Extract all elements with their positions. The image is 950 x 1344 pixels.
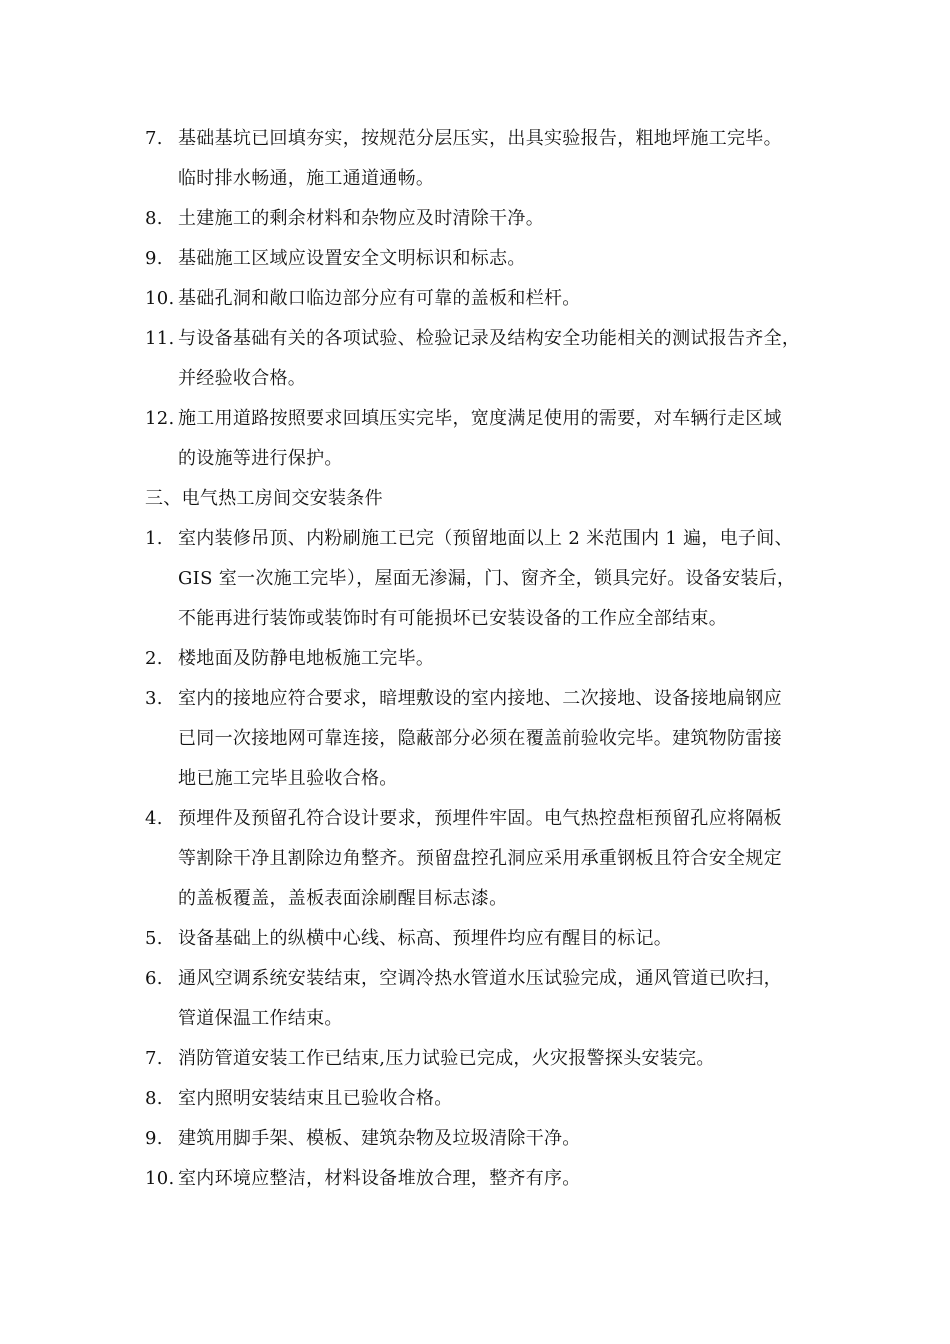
list-item-3-6-continuation: 管道保温工作结束。 [178,1008,343,1029]
item-text: 室内装修吊顶、内粉刷施工已完（预留地面以上 2 米范围内 1 遍，电子间、 [178,528,793,549]
item-number: 3. [145,688,163,709]
item-number: 4. [145,808,163,829]
item-text: 室内的接地应符合要求，暗埋敷设的室内接地、二次接地、设备接地扁钢应 [178,688,782,709]
list-item-3-10 [145,1165,581,1193]
item-text: 基础施工区域应设置安全文明标识和标志。 [178,248,526,269]
list-item-3-4 [145,805,782,833]
list-item-3-8 [145,1085,453,1113]
item-number: 7. [145,1048,163,1069]
item-number: 10. [145,288,175,309]
item-number: 11. [145,328,175,349]
list-item-2-7-continuation: 临时排水畅通，施工通道通畅。 [178,168,435,189]
list-item-3-4-continuation: 等割除干净且割除边角整齐。预留盘控孔洞应采用承重钢板且符合安全规定 [178,848,782,869]
list-item-2-9 [145,245,526,273]
list-item-2-7 [145,125,782,153]
item-number: 8. [145,208,163,229]
item-text: 土建施工的剩余材料和杂物应及时清除干净。 [178,208,544,229]
list-item-2-11-continuation: 并经验收合格。 [178,368,307,389]
item-number: 5. [145,928,163,949]
item-number: 12. [145,408,175,429]
item-number: 9. [145,248,163,269]
item-text: 设备基础上的纵横中心线、标高、预埋件均应有醒目的标记。 [178,928,673,949]
list-item-2-12-continuation: 的设施等进行保护。 [178,448,343,469]
item-text: 基础孔洞和敞口临边部分应有可靠的盖板和栏杆。 [178,288,581,309]
list-item-2-12 [145,405,782,433]
list-item-3-3-continuation: 地已施工完毕且验收合格。 [178,768,398,789]
item-number: 6. [145,968,163,989]
item-text: 基础基坑已回填夯实，按规范分层压实，出具实验报告，粗地坪施工完毕。 [178,128,782,149]
list-item-3-5 [145,925,672,953]
item-number: 10. [145,1168,175,1189]
item-text: 施工用道路按照要求回填压实完毕，宽度满足使用的需要，对车辆行走区域 [178,408,782,429]
list-item-2-8 [145,205,544,233]
list-item-3-1 [145,525,793,553]
list-item-3-1-continuation: GIS 室一次施工完毕），屋面无渗漏，门、窗齐全，锁具完好。设备安装后， [178,568,796,589]
list-item-3-4-continuation: 的盖板覆盖，盖板表面涂刷醒目标志漆。 [178,888,508,909]
item-number: 8. [145,1088,163,1109]
item-text: 与设备基础有关的各项试验、检验记录及结构安全功能相关的测试报告齐全， [178,328,801,349]
list-item-3-3 [145,685,782,713]
item-text: 通风空调系统安装结束，空调冷热水管道水压试验完成，通风管道已吹扫， [178,968,782,989]
item-number: 2. [145,648,163,669]
list-item-3-6 [145,965,782,993]
item-text: 室内环境应整洁，材料设备堆放合理，整齐有序。 [178,1168,581,1189]
item-number: 1. [145,528,163,549]
item-text: 建筑用脚手架、模板、建筑杂物及垃圾清除干净。 [178,1128,581,1149]
section-heading: 三、电气热工房间交安装条件 [145,488,383,509]
list-item-2-10 [145,285,581,313]
item-text: 消防管道安装工作已结束,压力试验已完成，火灾报警探头安装完。 [178,1048,715,1069]
item-number: 9. [145,1128,163,1149]
item-text: 室内照明安装结束且已验收合格。 [178,1088,453,1109]
list-item-3-9 [145,1125,581,1153]
list-item-3-3-continuation: 已同一次接地网可靠连接，隐蔽部分必须在覆盖前验收完毕。建筑物防雷接 [178,728,782,749]
item-number: 7. [145,128,163,149]
list-item-3-2 [145,645,434,673]
list-item-2-11 [145,325,800,353]
item-text: 楼地面及防静电地板施工完毕。 [178,648,435,669]
item-text: 预埋件及预留孔符合设计要求，预埋件牢固。电气热控盘柜预留孔应将隔板 [178,808,782,829]
list-item-3-1-continuation: 不能再进行装饰或装饰时有可能损坏已安装设备的工作应全部结束。 [178,608,727,629]
list-item-3-7 [145,1045,715,1073]
